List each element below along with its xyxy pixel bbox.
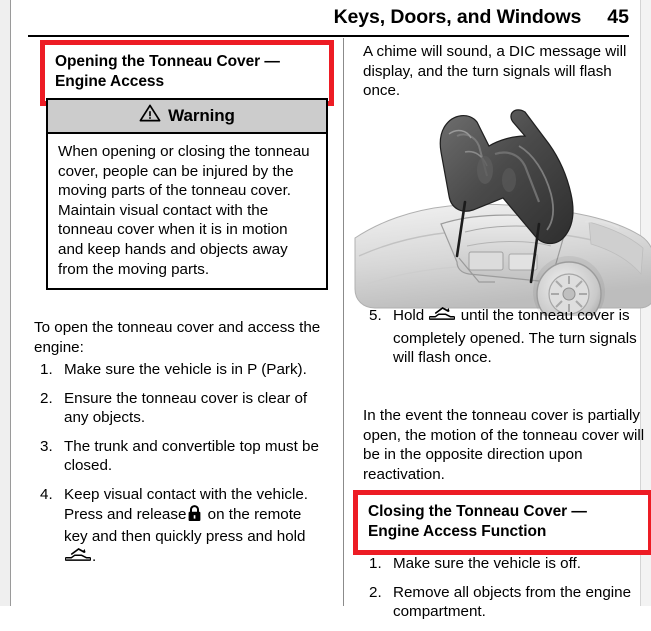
open-steps-continued-list xyxy=(363,306,651,377)
warning-callout xyxy=(46,98,328,290)
warning-text: When opening or closing the tonneau cover, people can be injured by the moving parts of the tonneau cover. Maintain visual contact with the tonneau cover when it is in motion and keep hands and objects away from the moving parts. xyxy=(58,143,310,278)
header-divider-rule xyxy=(28,35,629,37)
tonneau-release-icon xyxy=(429,307,455,329)
page-body xyxy=(28,38,645,621)
lead-paragraph-open: To open the tonneau cover and access the engine: xyxy=(34,319,321,356)
list-item xyxy=(363,554,651,574)
page-number: 45 xyxy=(607,6,629,28)
step-number: 1. xyxy=(40,361,53,378)
closing-steps-list xyxy=(363,554,651,631)
step-number: 2. xyxy=(40,389,53,407)
step-text: Make sure the vehicle is off. xyxy=(393,555,581,572)
viewer-left-edge xyxy=(0,0,11,606)
highlight-box-closing-heading xyxy=(353,490,651,555)
list-item xyxy=(34,485,329,569)
tonneau-cover-open-illustration xyxy=(353,106,651,316)
step-text: The trunk and convertible top must be closed. xyxy=(64,437,319,475)
right-column xyxy=(353,38,645,621)
lock-icon xyxy=(187,505,202,528)
step-text-with-icon xyxy=(393,306,651,368)
step-number: 5. xyxy=(369,307,382,324)
step-text-part-2: until the tonneau cover is completely opened. The turn signals will flash once. xyxy=(393,307,637,367)
chime-paragraph: A chime will sound, a DIC message will display, and the turn signals will flash once. xyxy=(363,43,627,100)
column-divider-rule xyxy=(343,38,344,606)
warning-callout-header xyxy=(48,100,326,134)
tonneau-release-icon xyxy=(65,548,91,570)
warning-label: Warning xyxy=(168,105,235,125)
list-item xyxy=(34,437,329,476)
list-item xyxy=(363,306,651,368)
manual-page-sheet xyxy=(11,0,645,621)
page-running-header xyxy=(28,6,629,36)
highlight-box-opening-heading xyxy=(40,40,334,106)
heading-closing-tonneau-cover: Closing the Tonneau Cover — Engine Access Function xyxy=(368,503,587,541)
step-number: 2. xyxy=(369,583,382,601)
list-item xyxy=(363,583,651,622)
partial-open-note: In the event the tonneau cover is partially open, the motion of the tonneau cover will be in the opposite direction upon reactivation. xyxy=(363,407,645,483)
list-item xyxy=(34,360,329,380)
warning-triangle-icon xyxy=(139,104,161,127)
left-column xyxy=(28,38,328,606)
step-text-part-2: on the remote key and then quickly press and hold xyxy=(64,505,306,546)
step-number: 3. xyxy=(40,437,53,455)
step-text: Ensure the tonneau cover is clear of any objects. xyxy=(64,389,308,427)
step-text: Make sure the vehicle is in P (Park). xyxy=(64,361,307,378)
step-text: Remove all objects from the engine compartment. xyxy=(393,583,632,621)
list-item xyxy=(34,389,329,428)
step-number: 1. xyxy=(369,555,382,572)
open-steps-list xyxy=(34,360,329,578)
step-text-part-3: . xyxy=(92,547,97,565)
step-number: 4. xyxy=(40,486,53,504)
step-text-part-1: Hold xyxy=(393,307,425,324)
page-title: Keys, Doors, and Windows xyxy=(333,6,582,28)
step-text-with-icons xyxy=(64,485,329,569)
step-text-part-1: Keep visual contact with the vehicle. Press and release xyxy=(64,486,308,523)
heading-opening-tonneau-cover: Opening the Tonneau Cover — Engine Access xyxy=(55,53,280,91)
